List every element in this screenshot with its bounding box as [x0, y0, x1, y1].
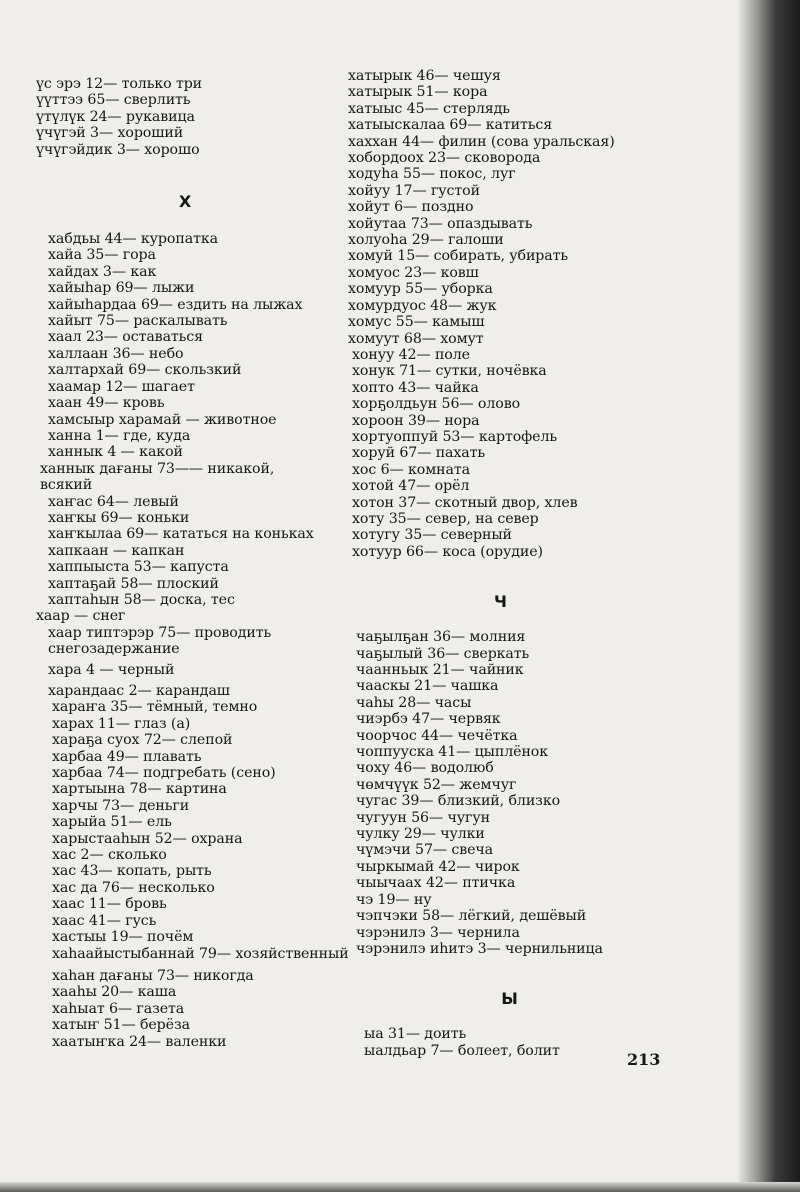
dictionary-entry: үчүгэйдик 3— хорошо: [36, 141, 200, 158]
dictionary-entry: хоту 35— север, на север: [352, 510, 539, 527]
dictionary-entry: халлаан 36— небо: [48, 345, 184, 362]
right-column: [342, 68, 647, 1059]
dictionary-entry: ханна 1— где, куда: [48, 427, 191, 444]
dictionary-entry: чэ 19— ну: [356, 891, 432, 908]
page-bottom-shadow: [0, 1182, 800, 1192]
section-heading-y: Ы: [501, 989, 518, 1009]
dictionary-entry: хонук 71— сутки, ночёвка: [352, 363, 547, 380]
dictionary-entry: харандаас 2— карандаш: [48, 683, 230, 699]
dictionary-entry: хойутаа 73— опаздывать: [348, 215, 533, 232]
dictionary-entry: үтүлүк 24— рукавица: [36, 108, 195, 125]
dictionary-entry: хапкаан — капкан: [48, 542, 185, 559]
page-edge-shadow: [738, 0, 800, 1192]
dictionary-entry: хатыыскалаа 69— катиться: [348, 117, 553, 134]
dictionary-entry: хаһан дағаны 73— никогда: [52, 967, 254, 984]
dictionary-entry: хараҕа суох 72— слепой: [52, 732, 233, 749]
dictionary-entry: хойут 6— поздно: [348, 199, 474, 216]
dictionary-entry: хамсыыр харамай — животное: [48, 411, 277, 428]
dictionary-entry: үүттээ 65— сверлить: [36, 92, 191, 109]
dictionary-entry: чиэрбэ 47— червяк: [356, 711, 501, 728]
dictionary-entry: хаптаҕай 58— плоский: [48, 575, 219, 592]
dictionary-entry: чулку 29— чулки: [356, 826, 485, 843]
dictionary-entry: хайа 35— гора: [48, 247, 156, 264]
dictionary-entry: хомуур 55— уборка: [348, 281, 493, 298]
entries-y: [342, 1026, 647, 1059]
dictionary-entry: хотон 37— скотный двор, хлев: [352, 494, 578, 511]
dictionary-entry: хаппыыста 53— капуста: [48, 559, 229, 576]
dictionary-entry: хомурдуос 48— жук: [348, 297, 497, 314]
dictionary-entry: хатырык 51— кора: [348, 84, 488, 101]
dictionary-entry: харыстааһын 52— охрана: [52, 830, 243, 847]
entries-top: [30, 76, 340, 158]
section-heading-ch: Ч: [494, 592, 507, 612]
dictionary-entry: чааскы 21— чашка: [356, 678, 499, 695]
dictionary-entry: хойуу 17— густой: [348, 182, 480, 199]
dictionary-entry: хаххан 44— филин (сова уральская): [348, 133, 615, 150]
dictionary-entry: хонуу 42— поле: [352, 346, 470, 363]
dictionary-entry: ходуһа 55— покос, луг: [348, 166, 516, 183]
dictionary-entry: хас да 76— несколько: [52, 879, 215, 896]
dictionary-entry: ханнык 4 — какой: [48, 444, 183, 461]
dictionary-entry: хоруй 67— пахать: [352, 445, 486, 462]
dictionary-entry: хаҥкы 69— коньки: [48, 509, 190, 526]
dictionary-entry: хороон 39— нора: [352, 412, 480, 429]
dictionary-entry: хомуос 23— ковш: [348, 264, 479, 281]
dictionary-entry: хаас 41— гусь: [52, 912, 157, 929]
page-number: 213: [627, 1050, 661, 1069]
dictionary-entry: хаар типтэрэр 75— проводить снегозадержание: [48, 624, 272, 658]
dictionary-entry: чаһы 28— часы: [356, 694, 472, 711]
dictionary-entry: чэрэнилэ иһитэ 3— чернильница: [356, 940, 603, 957]
dictionary-entry: харыйа 51— ель: [52, 814, 172, 831]
dictionary-entry: чоху 46— водолюб: [356, 760, 494, 777]
dictionary-entry: хаһыат 6— газета: [52, 1000, 185, 1017]
dictionary-entry: чэрэнилэ 3— чернила: [356, 924, 520, 941]
dictionary-entry: хатыыс 45— стерлядь: [348, 100, 510, 117]
dictionary-entry: хабдьы 44— куропатка: [48, 231, 218, 248]
dictionary-entry: хаһаайыстыбаннай 79— хозяйственный: [52, 945, 349, 962]
dictionary-entry: чыркымай 42— чирок: [356, 858, 520, 875]
dictionary-entry: хаптаһын 58— доска, тес: [48, 591, 235, 608]
dictionary-entry: хортуоппуй 53— картофель: [352, 428, 557, 445]
entries-x: [30, 231, 349, 1050]
left-column: [30, 76, 349, 1050]
entries-x-continued: [342, 68, 647, 560]
dictionary-entry: чаҕылый 36— сверкать: [356, 645, 530, 662]
dictionary-entry: чоорчос 44— чечётка: [356, 727, 518, 744]
dictionary-entry: үс эрэ 12— только три: [36, 76, 203, 92]
dictionary-entry: хаҥкылаа 69— кататься на коньках: [48, 526, 314, 543]
dictionary-entry: хастыы 19— почём: [52, 929, 194, 946]
dictionary-entry: хааһы 20— каша: [52, 984, 177, 1001]
dictionary-entry: хорҕолдьун 56— олово: [352, 396, 521, 413]
dictionary-entry: хайыһардаа 69— ездить на лыжах: [48, 296, 303, 313]
dictionary-entry: чүмэчи 57— свеча: [356, 842, 494, 859]
dictionary-entry: чоппуускa 41— цыплёнок: [356, 744, 549, 761]
dictionary-entry: хатыҥ 51— берёза: [52, 1017, 190, 1034]
dictionary-entry: чаҕылҕан 36— молния: [356, 629, 526, 646]
dictionary-entry: хобордоох 23— сковорода: [348, 150, 541, 167]
dictionary-entry: чугуун 56— чугун: [356, 809, 490, 826]
dictionary-entry: чугас 39— близкий, близко: [356, 793, 561, 810]
dictionary-entry: хомуут 68— хомут: [348, 330, 484, 347]
dictionary-entry: хаал 23— оставаться: [48, 329, 204, 346]
dictionary-entry: чэпчэки 58— лёгкий, дешёвый: [356, 908, 587, 925]
dictionary-entry: хаар — снег: [36, 608, 126, 625]
entries-ch: [342, 629, 647, 957]
dictionary-entry: хаас 11— бровь: [52, 896, 167, 913]
dictionary-entry: харчы 73— деньги: [52, 797, 190, 814]
dictionary-entry: хара 4 — черный: [48, 661, 175, 678]
dictionary-entry: хайыт 75— раскалывать: [48, 313, 228, 330]
section-heading-x: Х: [178, 192, 192, 212]
dictionary-entry: хотой 47— орёл: [352, 478, 470, 495]
dictionary-entry: хопто 43— чайка: [352, 379, 479, 396]
dictionary-entry: холуоһа 29— галоши: [348, 232, 504, 249]
dictionary-entry: хас 2— сколько: [52, 847, 167, 864]
dictionary-entry: хос 6— комната: [352, 461, 470, 478]
dictionary-entry: чыычаах 42— птичка: [356, 875, 516, 892]
dictionary-entry: хатырык 46— чешуя: [348, 68, 501, 84]
dictionary-entry: хотуур 66— коса (орудие): [352, 543, 543, 560]
dictionary-entry: хайыһар 69— лыжи: [48, 280, 195, 297]
dictionary-entry: хараҥа 35— тёмный, темно: [52, 699, 258, 716]
dictionary-entry: хаамар 12— шагает: [48, 378, 195, 395]
dictionary-entry: хомус 55— камыш: [348, 314, 485, 331]
dictionary-entry: харбаа 49— плавать: [52, 748, 202, 765]
dictionary-entry: хаатыҥка 24— валенки: [52, 1033, 227, 1050]
dictionary-entry: хомуй 15— собирать, убирать: [348, 248, 569, 265]
dictionary-entry: харбаа 74— подгребать (сено): [52, 765, 276, 782]
dictionary-entry: хаҥас 64— левый: [48, 493, 179, 510]
dictionary-entry: хартыына 78— картина: [52, 781, 227, 798]
dictionary-entry: ыа 31— доить: [364, 1026, 467, 1043]
dictionary-entry: халтархай 69— скользкий: [48, 362, 242, 379]
dictionary-entry: хотугу 35— северный: [352, 527, 512, 544]
dictionary-entry: харах 11— глаз (а): [52, 715, 191, 732]
dictionary-entry: хайдах 3— как: [48, 263, 157, 280]
dictionary-entry: үчүгэй 3— хороший: [36, 125, 184, 142]
dictionary-entry: хас 43— копать, рыть: [52, 863, 212, 880]
dictionary-entry: ханнык дағаны 73—— никакой, всякий: [40, 460, 275, 494]
dictionary-entry: ыалдьар 7— болеет, болит: [364, 1042, 560, 1059]
dictionary-entry: хаан 49— кровь: [48, 395, 165, 412]
dictionary-entry: чаанньык 21— чайник: [356, 662, 524, 678]
dictionary-entry: чөмчүүк 52— жемчуг: [356, 776, 517, 793]
